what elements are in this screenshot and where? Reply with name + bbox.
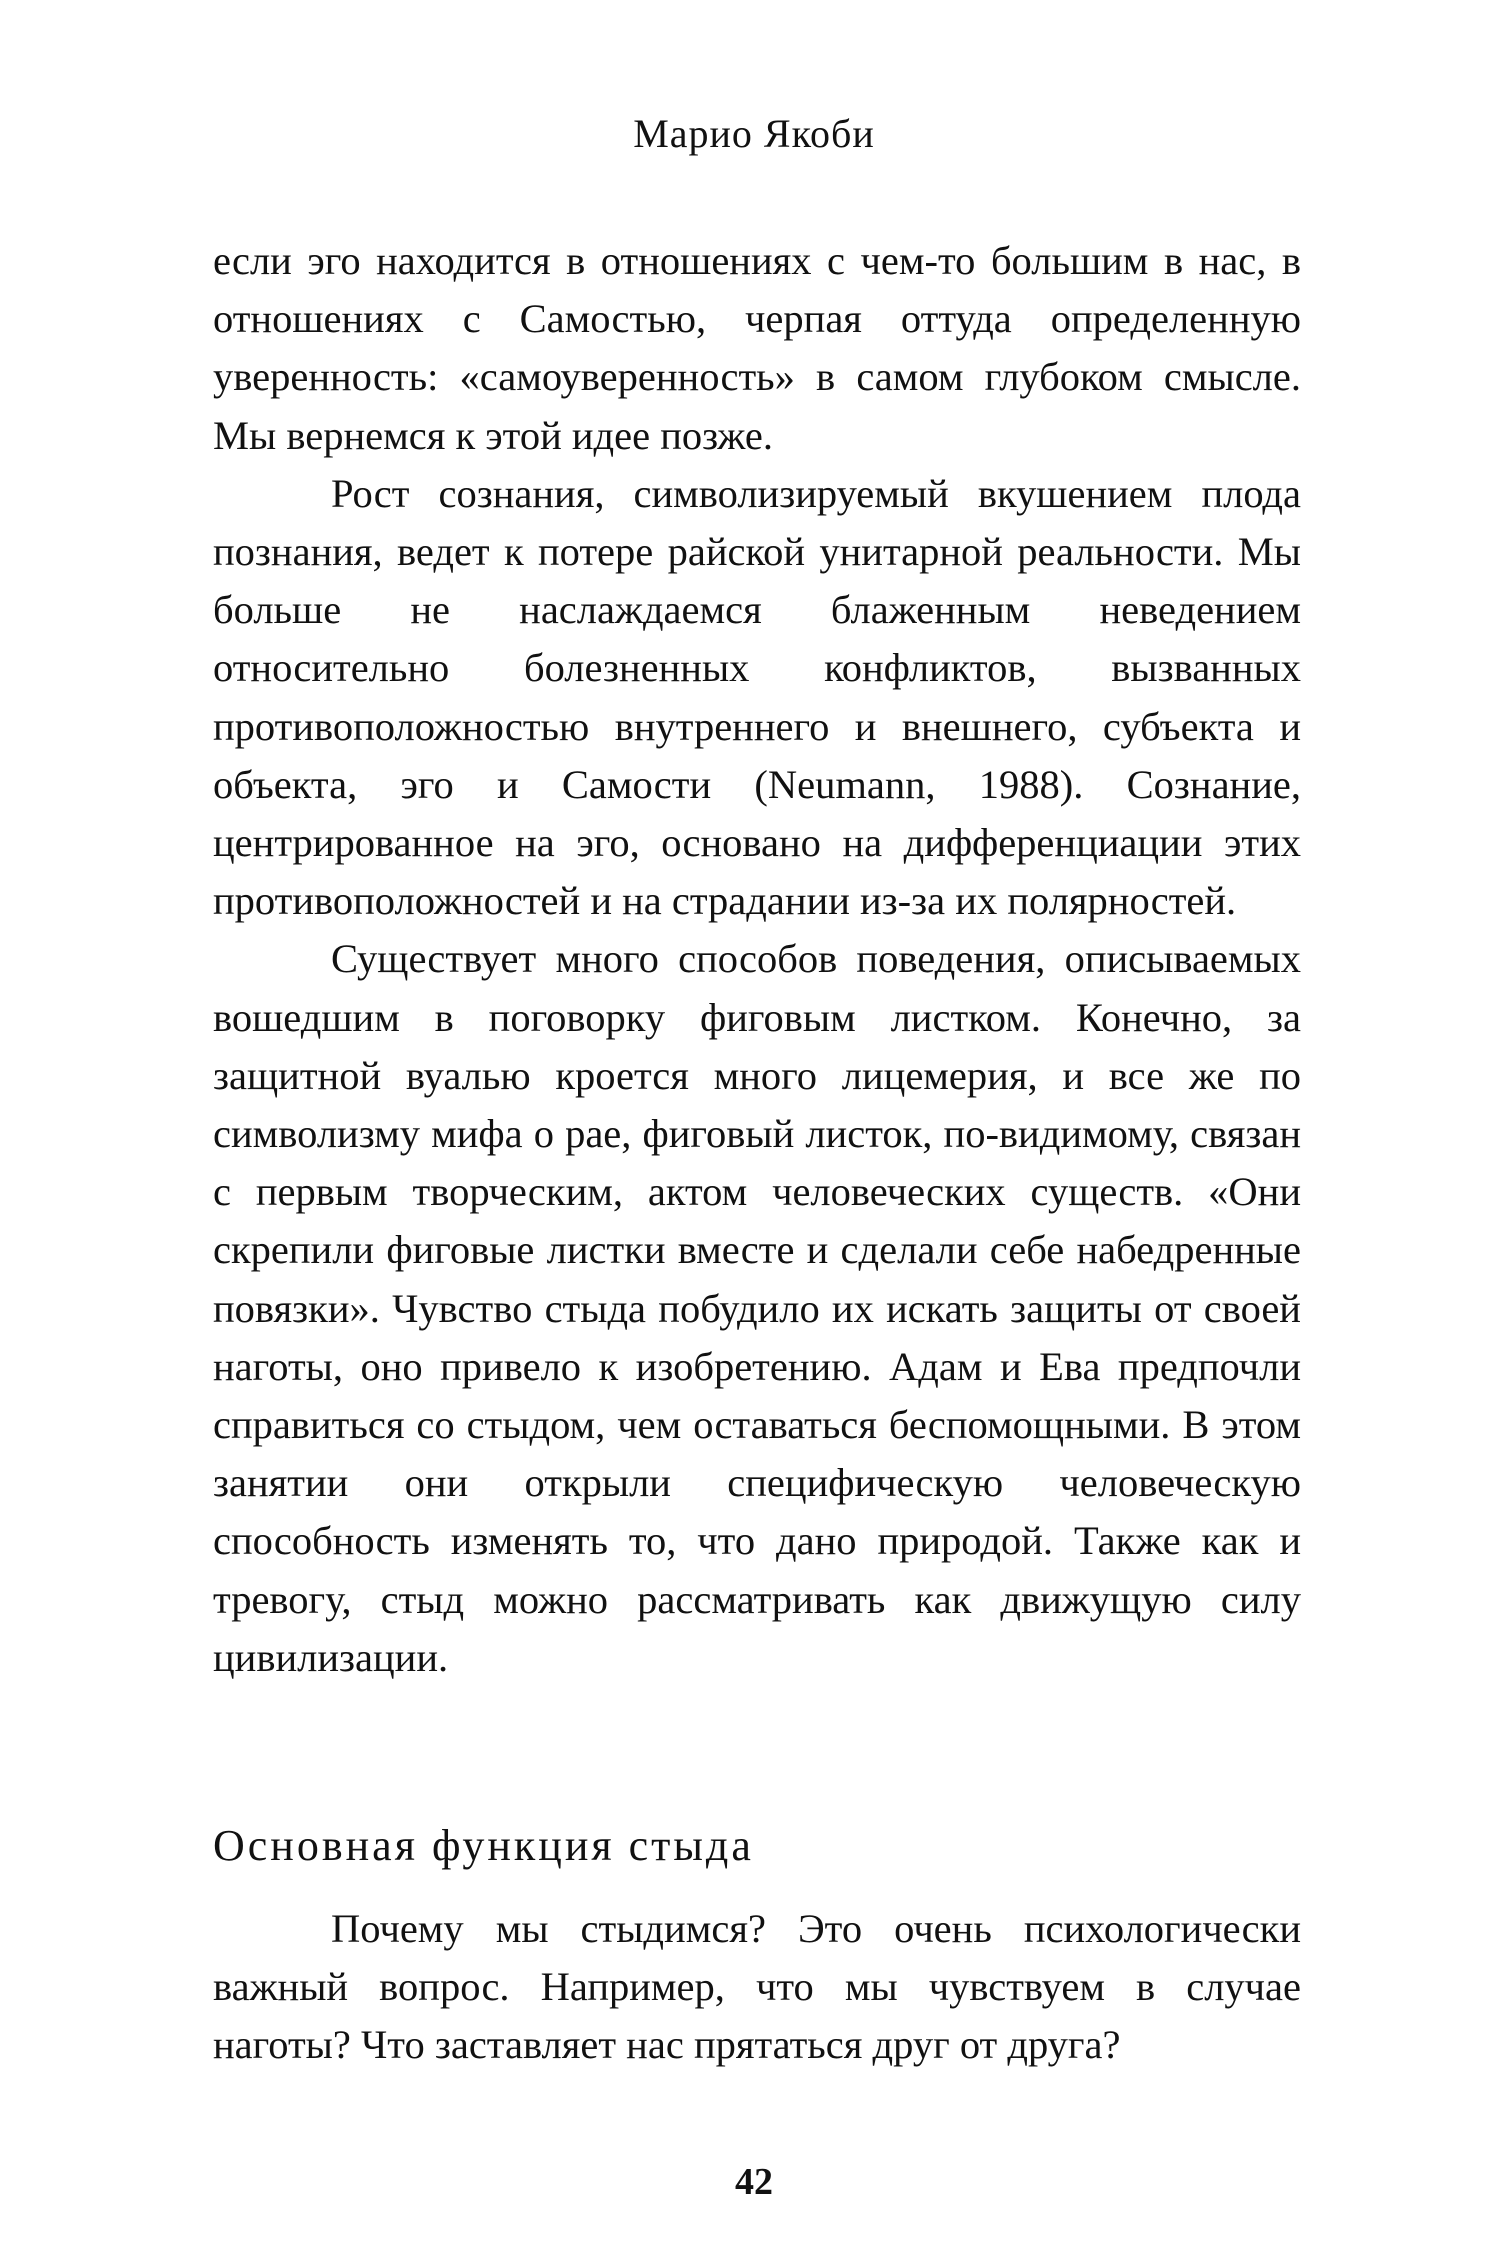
page-number: 42 [735, 2161, 773, 2203]
paragraph-continuation: если эго находится в отношениях с чем-то большим в нас, в отношениях с Самостью, черпая оттуда определенную уверенность: «самоуверенность» в самом глубоком смысле. Мы вернемся к этой идее позже. [213, 238, 1301, 458]
paragraph-why-shame: Почему мы стыдимся? Это очень психологически важный вопрос. Например, что мы чувствуем в случае наготы? Что заставляет нас прятаться друг от друга? [213, 1906, 1301, 2068]
section-heading: Основная функция стыда [213, 1821, 754, 1870]
paragraph-consciousness-growth: Рост сознания, символизируемый вкушением плода познания, ведет к потере райской унитарной реальности. Мы больше не наслаждаемся блаженным неведением относительно болезненных конфликтов, вызванных противоположностью внутреннего и внешнего, субъекта и объекта, эго и Самости (Neumann, 1988). Сознание, центрированное на эго, основано на дифференциации этих противоположностей и на страдании из-за их полярностей. [213, 470, 1301, 924]
running-head-author: Марио Якоби [633, 111, 875, 156]
section-text-block [213, 1900, 1301, 2075]
paragraph-fig-leaf: Существует много способов поведения, описываемых вошедшим в поговорку фиговым листком. Конечно, за защитной вуалью кроется много лицемерия, и все же по символизму мифа о рае, фиговый листок, по-видимому, связан с первым творческим, актом человеческих существ. «Они скрепили фиговые листки вместе и сделали себе набедренные повязки». Чувство стыда побудило их искать защиты от своей наготы, оно привело к изобретению. Адам и Ева предпочли справиться со стыдом, чем оставаться беспомощными. В этом занятии они открыли специфическую человеческую способность изменять то, что дано природой. Также как и тревогу, стыд можно рассматривать как движущую силу цивилизации. [213, 936, 1301, 1680]
main-text-block [213, 232, 1301, 1687]
